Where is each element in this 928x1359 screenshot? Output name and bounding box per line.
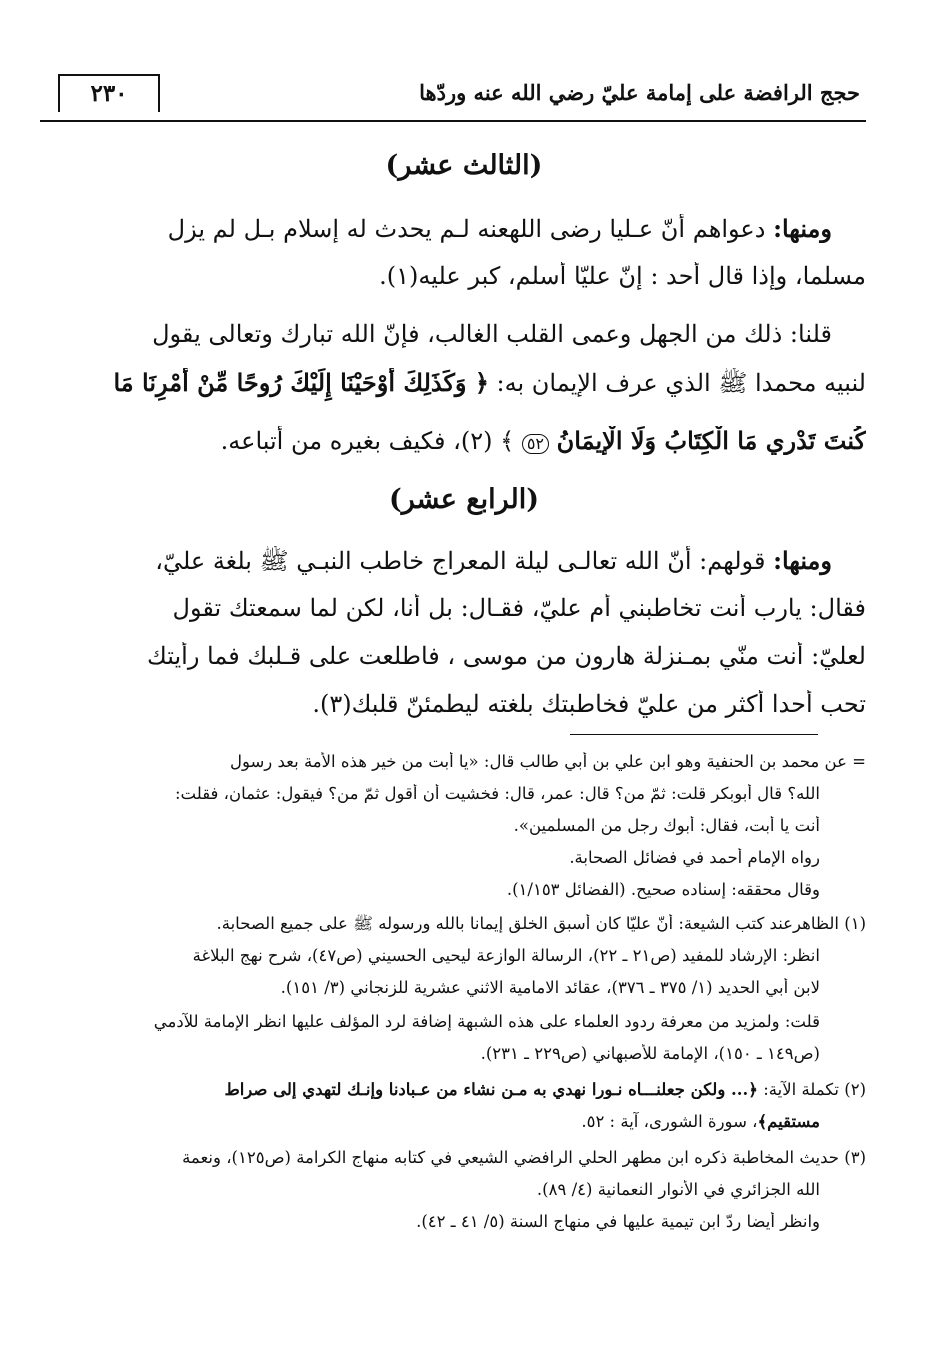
line-text: لنبيه محمدا ﷺ الذي عرف الإيمان به:: [496, 369, 866, 397]
body-line: تحب أحدا أكثر من عليّ فخاطبتك بلغته ليطمئنّ قلبك(٣).: [312, 690, 866, 718]
footnote-line: (١) الظاهرعند كتب الشيعة: أنّ عليّا كان أسبق الخلق إيمانا بالله ورسوله ﷺ على جميع الصحابة.: [216, 914, 866, 933]
footnote-text: (٢) تكملة الآية:: [763, 1080, 866, 1099]
section-title-13: (الثالث عشر): [385, 150, 543, 181]
body-line: مسلما، وإذا قال أحد : إنّ عليّا أسلم، كبر عليه(١).: [379, 262, 866, 290]
footnote-line: انظر: الإرشاد للمفيد (ص٢١ ـ ٢٢)، الرسالة الوازعة ليحيى الحسيني (ص٤٧)، شرح نهج البلاغة: [192, 946, 820, 965]
footnote-text: ، سورة الشورى، آية : ٥٢.: [581, 1112, 758, 1131]
line-text: قولهم: أنّ الله تعالـى ليلة المعراج خاطب النبـي ﷺ بلغة عليّ،: [155, 547, 766, 575]
footnote-line: [40, 1080, 866, 1099]
footnote-line: وقال محققه: إسناده صحيح. (الفضائل ١/١٥٣).: [506, 880, 820, 899]
footnote-line: وانظر أيضا ردّ ابن تيمية عليها في منهاج السنة (٥/ ٤١ ـ ٤٢).: [416, 1212, 820, 1231]
running-title: حجج الرافضة على إمامة عليّ رضي الله عنه وردّها: [419, 80, 860, 105]
footnote-line: رواه الإمام أحمد في فضائل الصحابة.: [569, 848, 820, 867]
body-line: فقال: يارب أنت تخاطبني أم عليّ، فقـال: بل أنا، لكن لما سمعتك تقول: [172, 594, 866, 622]
lead-word: ومنها:: [773, 214, 832, 243]
body-line: [40, 214, 866, 243]
footnote-line: (ص١٤٩ ـ ١٥٠)، الإمامة للأصبهاني (ص٢٢٩ ـ ٢٣١).: [480, 1044, 820, 1063]
footnote-line: لابن أبي الحديد (١/ ٣٧٥ ـ ٣٧٦)، عقائد الامامية الاثني عشرية للزنجاني (٣/ ١٥١).: [280, 978, 820, 997]
body-line: [40, 368, 866, 403]
body-line: لعليّ: أنت منّي بمـنزلة هارون من موسى ، فاطلعت على قـلبك فما رأيتك: [147, 642, 866, 670]
body-line: [40, 546, 866, 581]
page-number: ٢٣٠: [58, 74, 160, 112]
quran-verse: ﴿... ولكن جعلنـــاه نـورا نهدي به مـن نشاء من عـبادنا وإنـك لتهدي إلى صراط: [224, 1080, 758, 1099]
line-text: ﴾ (٢)، فكيف بغيره من أتباعه.: [220, 427, 515, 455]
footnote-line: [40, 1112, 866, 1131]
ayah-number-mark: ٥٢: [522, 434, 549, 454]
body-line: قلنا: ذلك من الجهل وعمى القلب الغالب، فإنّ الله تبارك وتعالى يقول: [152, 320, 832, 348]
page-header: [40, 74, 866, 122]
footnote-line: الله؟ قال أبوبكر قلت: ثمّ من؟ قال: عمر، قال: فخشيت أن أقول ثمّ من؟ فيقول: عثمان، فقلت:: [174, 784, 820, 803]
body-line: [40, 426, 866, 455]
section-title-14: (الرابع عشر): [388, 484, 540, 515]
quran-verse: كُنتَ تَدْرِي مَا الْكِتَابُ وَلَا الْإِيمَانُ: [556, 426, 866, 455]
footnote-line: قلت: ولمزيد من معرفة ردود العلماء على هذه الشبهة إضافة لرد المؤلف عليها انظر الإمامة للآدمي: [153, 1012, 820, 1031]
footnote-line: أنت يا أبت، فقال: أبوك رجل من المسلمين».: [513, 816, 820, 835]
quran-verse: ﴿ وَكَذَلِكَ أَوْحَيْنَا إِلَيْكَ رُوحًا مِّنْ أَمْرِنَا مَا: [113, 368, 489, 397]
line-text: دعواهم أنّ عـليا رضى اللهعنه لـم يحدث له إسلام بـل لم يزل: [167, 215, 766, 243]
lead-word: ومنها:: [773, 546, 832, 575]
footnote-line: الله الجزائري في الأنوار النعمانية (٤/ ٨٩).: [536, 1180, 820, 1199]
footnote-line: (٣) حديث المخاطبة ذكره ابن مطهر الحلي الرافضي الشيعي في كتابه منهاج الكرامة (ص١٢٥)، ونعمة: [182, 1148, 866, 1167]
quran-verse: مستقيم﴾: [757, 1112, 820, 1131]
footnote-separator: [570, 734, 818, 735]
footnote-line: = عن محمد بن الحنفية وهو ابن علي بن أبي طالب قال: «يا أبت من خير هذه الأمة بعد رسول: [229, 752, 866, 771]
